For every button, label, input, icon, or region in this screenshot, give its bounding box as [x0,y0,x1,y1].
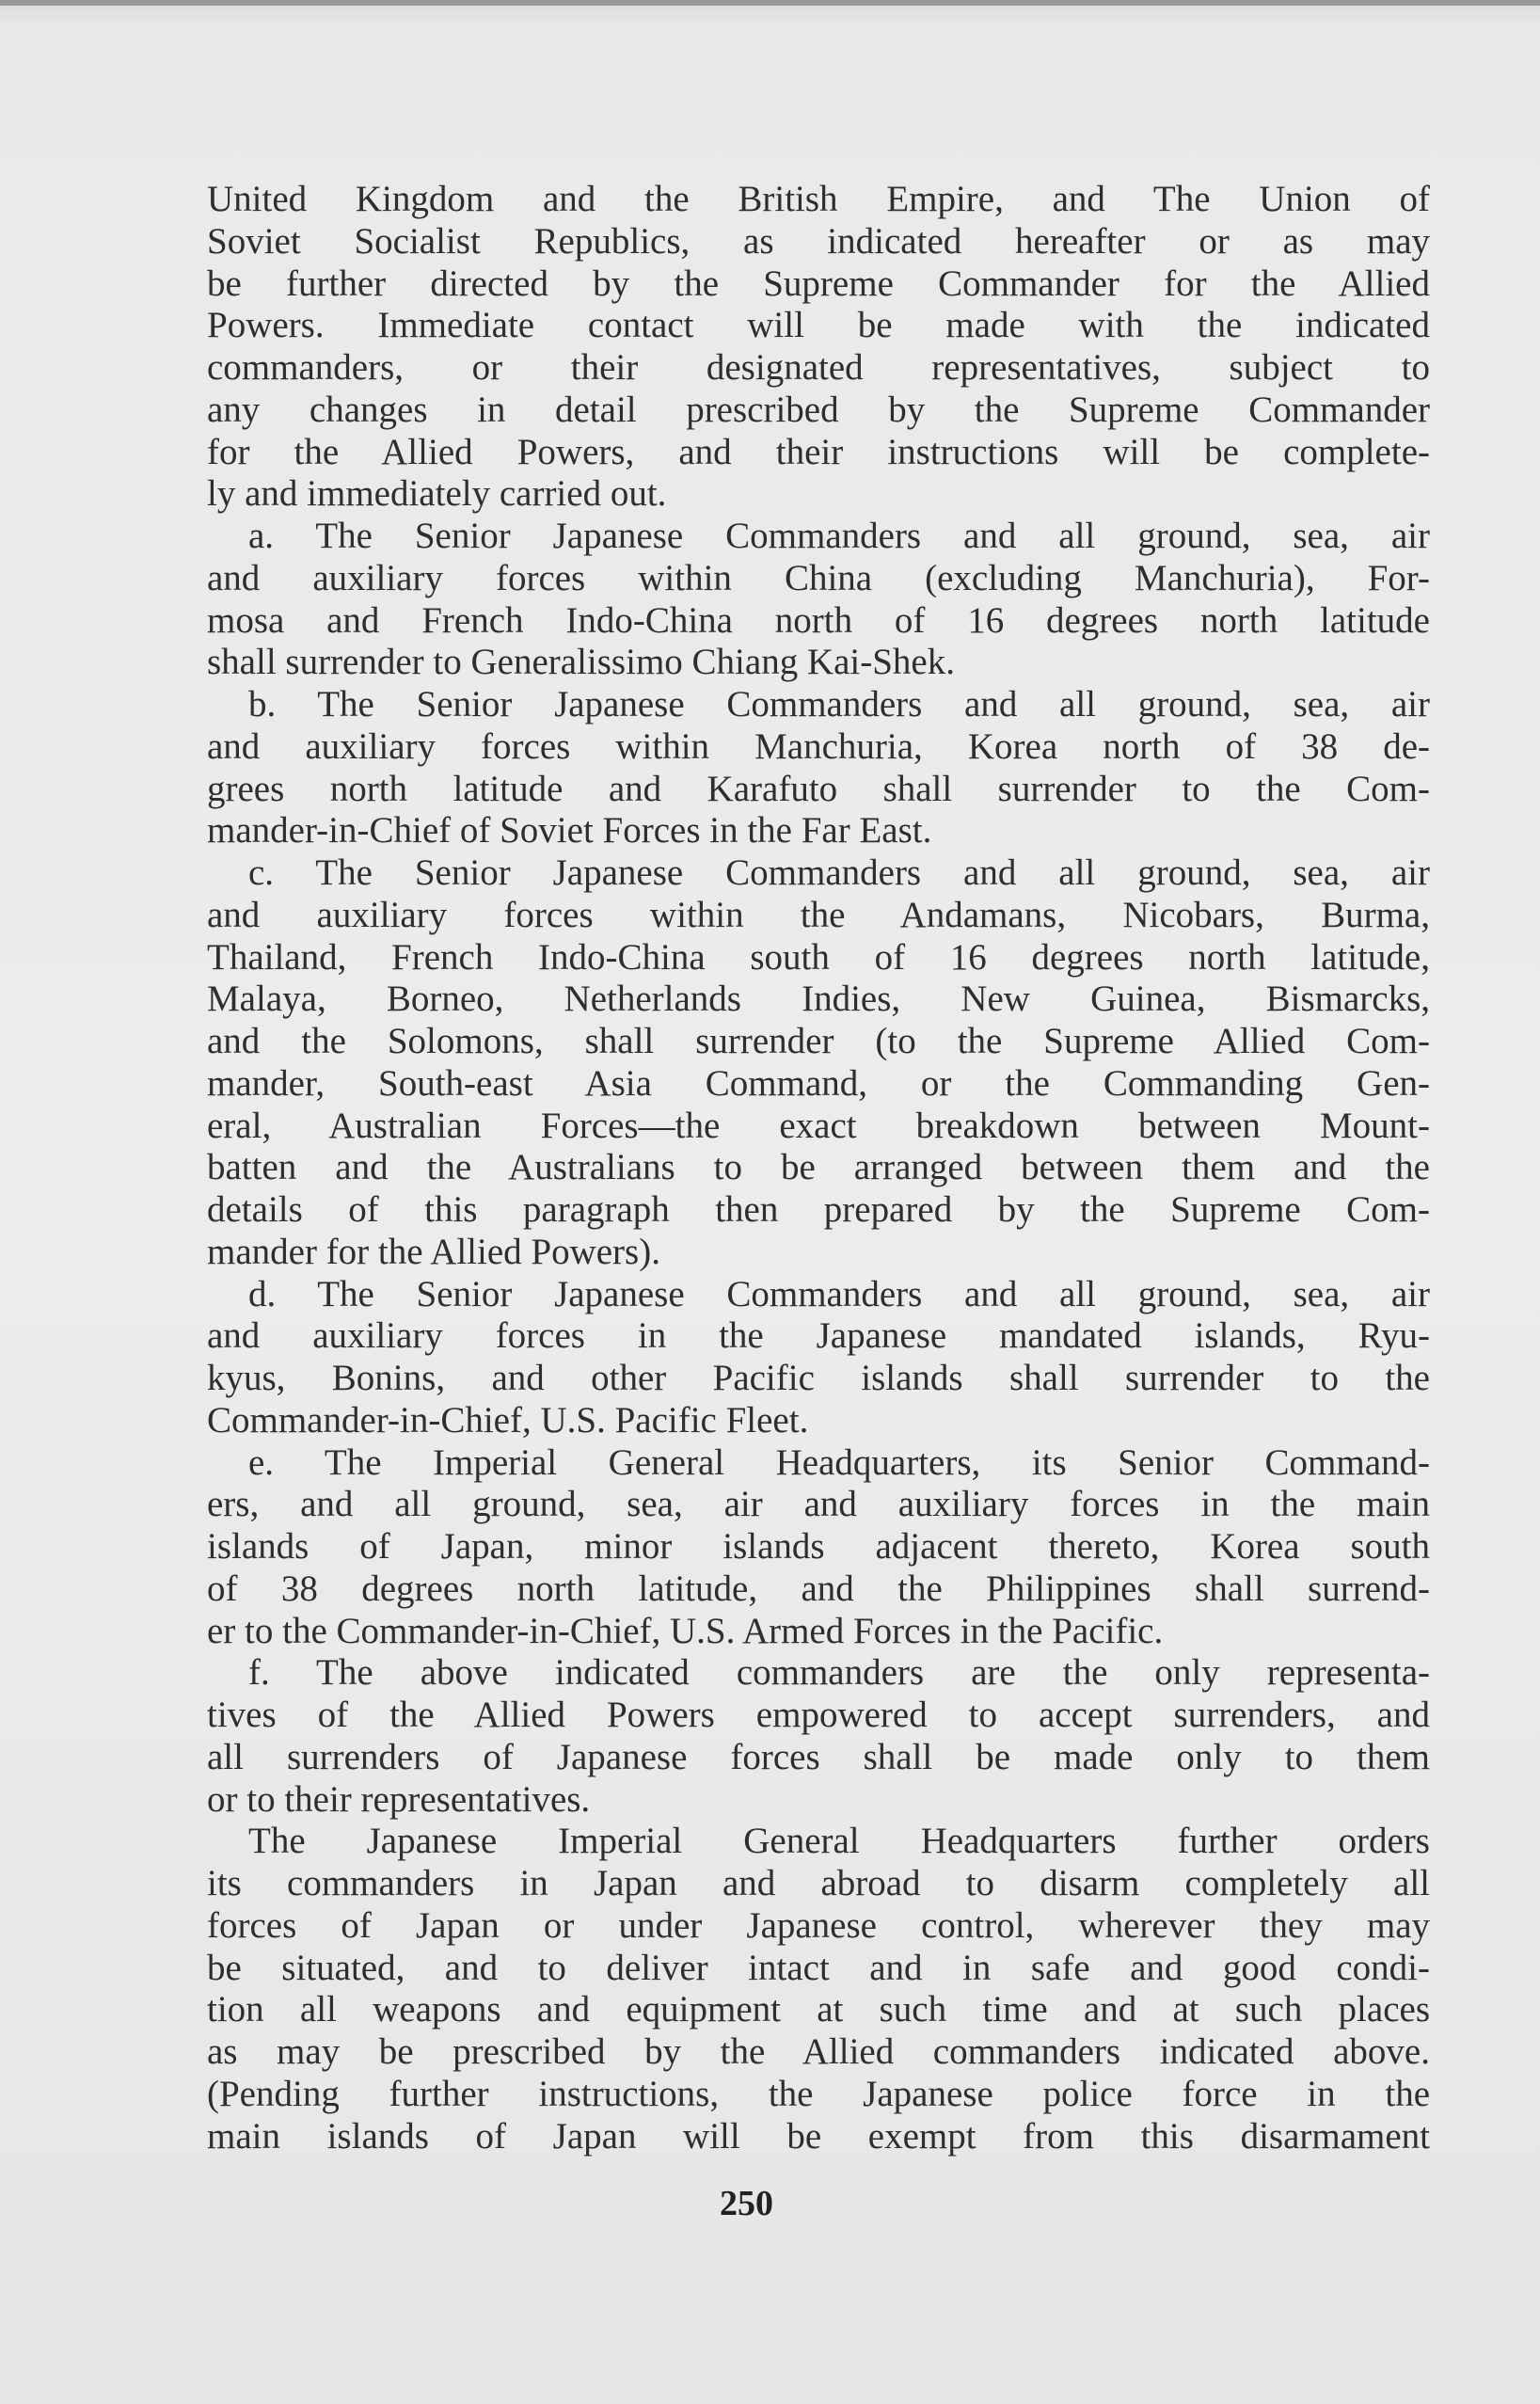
text-line: of 38 degrees north latitude, and the Philippines shall surrend- [207,1568,1430,1609]
text-line: be situated, and to deliver intact and in safe and good condi- [207,1947,1430,1988]
text-line: grees north latitude and Karafuto shall surrender to the Com- [207,768,1430,809]
text-line: b. The Senior Japanese Commanders and all ground, sea, air [248,684,1430,724]
text-line: islands of Japan, minor islands adjacent thereto, Korea south [207,1526,1430,1567]
text-line: e. The Imperial General Headquarters, its Senior Command- [248,1441,1430,1483]
text-line: and auxiliary forces within China (excluding Manchuria), For- [207,557,1430,598]
paragraph [207,1274,1430,1442]
text-line: all surrenders of Japanese forces shall be made only to them [207,1736,1430,1777]
paragraph [207,684,1430,852]
text-line: tion all weapons and equipment at such time and at such places [207,1989,1430,2030]
text-line: batten and the Australians to be arranged between them and the [207,1147,1430,1188]
text-line: shall surrender to Generalissimo Chiang Kai-Shek. [207,642,955,683]
text-line: eral, Australian Forces—the exact breakdown between Mount- [207,1105,1430,1146]
text-line: as may be prescribed by the Allied commanders indicated above. [207,2031,1430,2072]
text-line: mander for the Allied Powers). [207,1231,660,1272]
text-line: or to their representatives. [207,1778,591,1820]
text-line: d. The Senior Japanese Commanders and all ground, sea, air [248,1273,1430,1314]
body-text [207,179,1430,2157]
text-line: United Kingdom and the British Empire, and The Union of [207,179,1430,219]
text-line: details of this paragraph then prepared by the Supreme Com- [207,1189,1430,1230]
text-line: and auxiliary forces within the Andamans, Nicobars, Burma, [207,894,1430,935]
paragraph [207,1442,1430,1653]
text-line: tives of the Allied Powers empowered to accept surrenders, and [207,1695,1430,1735]
text-line: for the Allied Powers, and their instructions will be complete- [207,431,1430,472]
text-line: be further directed by the Supreme Commander for the Allied [207,263,1430,304]
text-line: mander, South-east Asia Command, or the Commanding Gen- [207,1062,1430,1104]
paragraph [207,1821,1430,2157]
text-line: forces of Japan or under Japanese control, wherever they may [207,1904,1430,1946]
text-line: c. The Senior Japanese Commanders and all ground, sea, air [248,852,1430,893]
text-line: (Pending further instructions, the Japanese police force in the [207,2073,1430,2114]
paragraph [207,179,1430,516]
text-line: ly and immediately carried out. [207,473,667,515]
text-line: main islands of Japan will be exempt from this disarmament [207,2115,1430,2157]
paragraph [207,852,1430,1274]
paragraph [207,1652,1430,1821]
text-line: ers, and all ground, sea, air and auxiliary forces in the main [207,1484,1430,1525]
text-line: any changes in detail prescribed by the Supreme Commander [207,389,1430,430]
text-line: The Japanese Imperial General Headquarters further orders [248,1821,1430,1862]
paragraph [207,516,1430,684]
text-line: mander-in-Chief of Soviet Forces in the Far East. [207,810,932,852]
text-line: and the Solomons, shall surrender (to the Supreme Allied Com- [207,1021,1430,1061]
text-line: Malaya, Borneo, Netherlands Indies, New Guinea, Bismarcks, [207,979,1430,1020]
text-line: er to the Commander-in-Chief, U.S. Armed Forces in the Pacific. [207,1610,1164,1651]
text-line: Thailand, French Indo-China south of 16 degrees north latitude, [207,936,1430,978]
page-number: 250 [720,2184,773,2223]
text-line: and auxiliary forces in the Japanese mandated islands, Ryu- [207,1315,1430,1357]
text-line: and auxiliary forces within Manchuria, Korea north of 38 de- [207,725,1430,767]
text-line: Powers. Immediate contact will be made with the indicated [207,305,1430,346]
page-top-edge [0,0,1540,6]
text-line: its commanders in Japan and abroad to disarm completely all [207,1863,1430,1903]
text-line: Commander-in-Chief, U.S. Pacific Fleet. [207,1399,809,1441]
text-line: Soviet Socialist Republics, as indicated hereafter or as may [207,220,1430,262]
text-line: kyus, Bonins, and other Pacific islands shall surrender to the [207,1358,1430,1398]
text-line: mosa and French Indo-China north of 16 degrees north latitude [207,599,1430,641]
text-line: f. The above indicated commanders are the only representa- [248,1652,1430,1694]
text-line: commanders, or their designated representatives, subject to [207,347,1430,388]
text-line: a. The Senior Japanese Commanders and all ground, sea, air [248,516,1430,556]
